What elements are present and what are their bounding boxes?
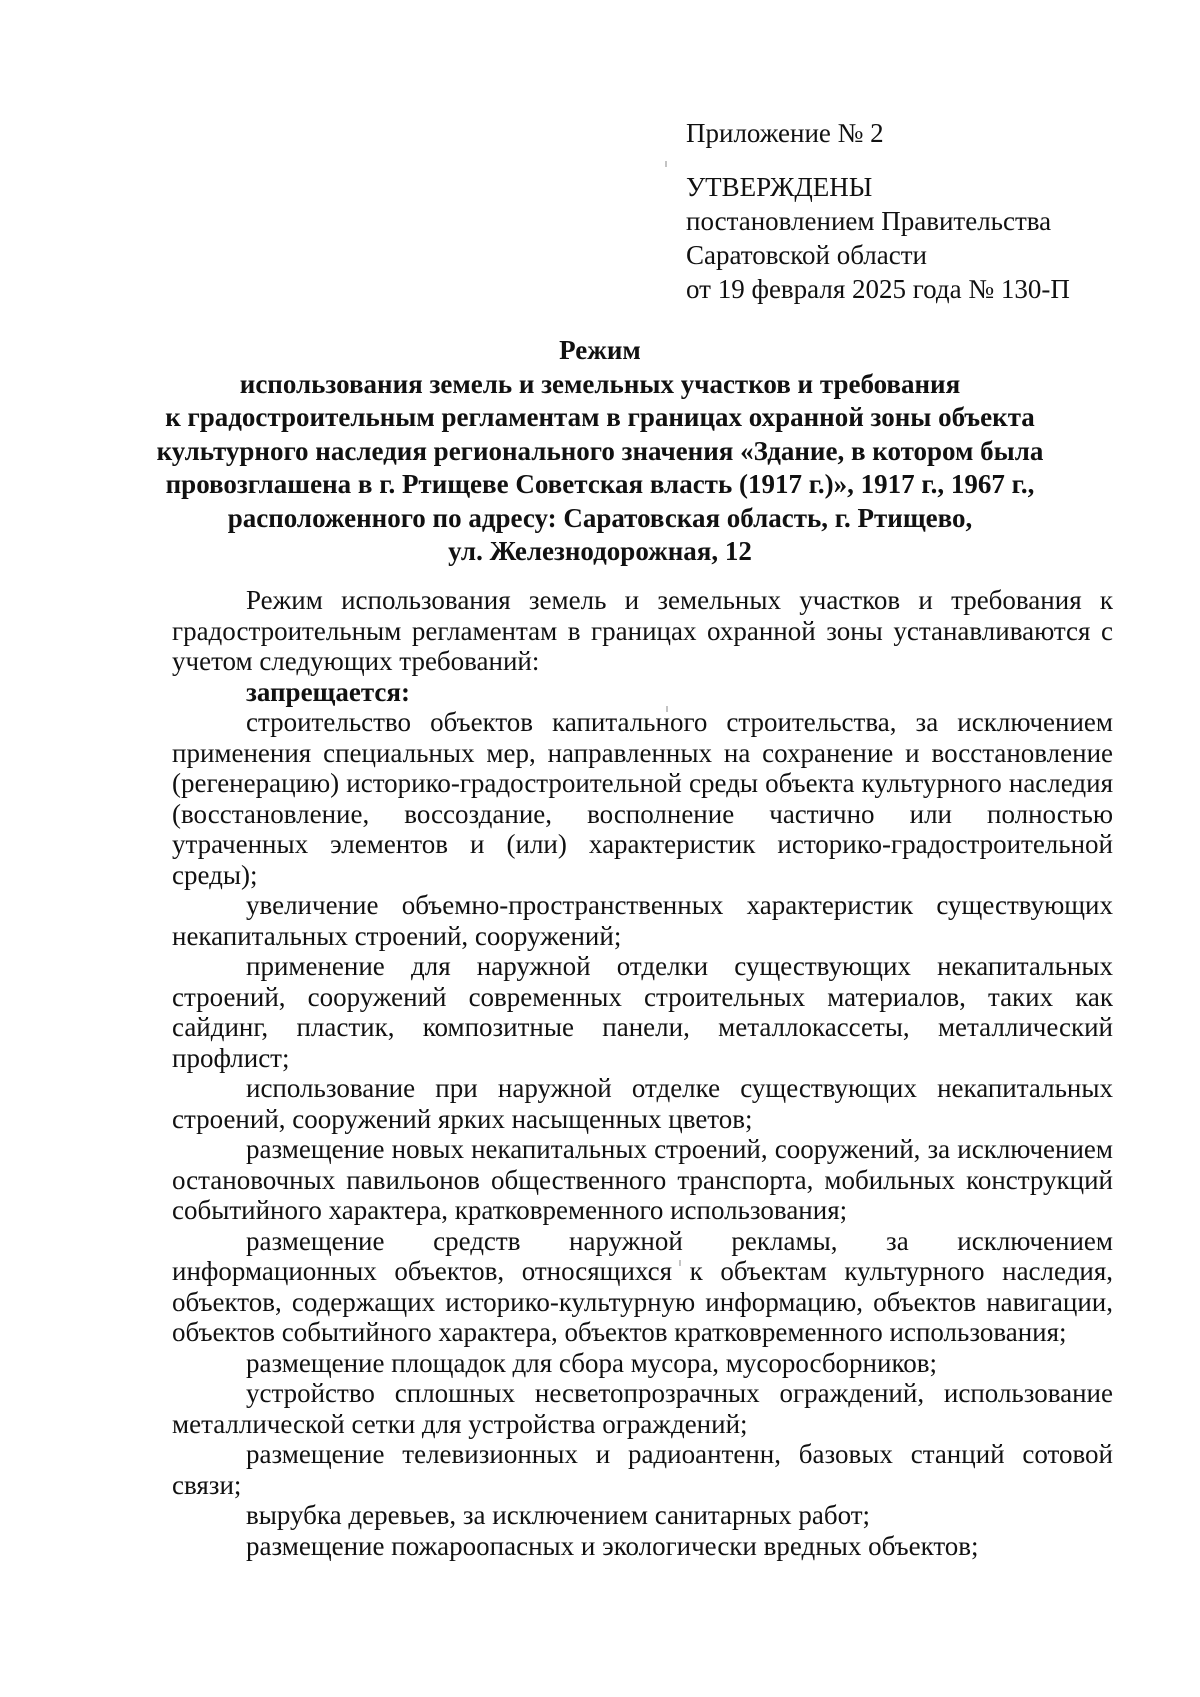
list-item: размещение телевизионных и радиоантенн, базовых станций сотовой связи; [172,1439,1113,1500]
approval-block [686,116,1126,306]
title-line: использования земель и земельных участков и требования [239,368,961,399]
list-item: размещение пожароопасных и экологически вредных объектов; [246,1530,979,1561]
title-line: провозглашена в г. Ртищеве Советская власть (1917 г.)», 1917 г., 1967 г., [165,469,1035,499]
approved-label: УТВЕРЖДЕНЫ [686,172,873,202]
document-title [150,334,1050,569]
approval-line-2: Саратовской области [686,240,927,270]
prohibited-heading: запрещается: [246,676,411,707]
list-item: размещение средств наружной рекламы, за исключением информационных объектов, относящихся к объектам культурного наследия, объектов, содержащих историко-культурную информацию, объектов навигации, объектов событийного характера, объектов кратковременного использования; [172,1225,1113,1347]
list-item: строительство объектов капитального строительства, за исключением применения специальных мер, направленных на сохранение и восстановление (регенерацию) историко-градостроительной среды объекта культурного наследия (восстановление, воссоздание, восполнение частично или полностью утраченных элементов и (или) характеристик историко-градостроительной среды); [172,707,1113,890]
list-item: применение для наружной отделки существующих некапитальных строений, сооружений современных строительных материалов, таких как сайдинг, пластик, композитные панели, металлокассеты, металлический профлист; [172,951,1113,1073]
list-item: размещение новых некапитальных строений, сооружений, за исключением остановочных павильонов общественного транспорта, мобильных конструкций событийного характера, кратковременного использования; [172,1134,1113,1225]
document-body [172,585,1113,1561]
list-item: размещение площадок для сбора мусора, мусоросборников; [246,1347,937,1378]
appendix-label: Приложение № 2 [686,118,884,148]
title-line: Режим [559,335,641,365]
intro-paragraph: Режим использования земель и земельных участков и требования к градостроительным регламентам в границах охранной зоны устанавливаются с учетом следующих требований: [172,585,1113,676]
title-line: культурного наследия регионального значения «Здание, в котором была [156,435,1044,466]
list-item: использование при наружной отделке существующих некапитальных строений, сооружений ярких насыщенных цветов; [172,1073,1113,1134]
list-item: увеличение объемно-пространственных характеристик существующих некапитальных строений, сооружений; [172,890,1113,951]
list-item: устройство сплошных несветопрозрачных ограждений, использование металлической сетки для устройства ограждений; [172,1378,1113,1439]
approval-line-3: от 19 февраля 2025 года № 130-П [686,274,1070,304]
approval-line-1: постановлением Правительства [686,206,1052,236]
title-line: расположенного по адресу: Саратовская область, г. Ртищево, [227,502,973,533]
title-line: ул. Железнодорожная, 12 [448,536,752,566]
list-item: вырубка деревьев, за исключением санитарных работ; [246,1500,871,1530]
title-line: к градостроительным регламентам в границах охранной зоны объекта [165,402,1035,432]
